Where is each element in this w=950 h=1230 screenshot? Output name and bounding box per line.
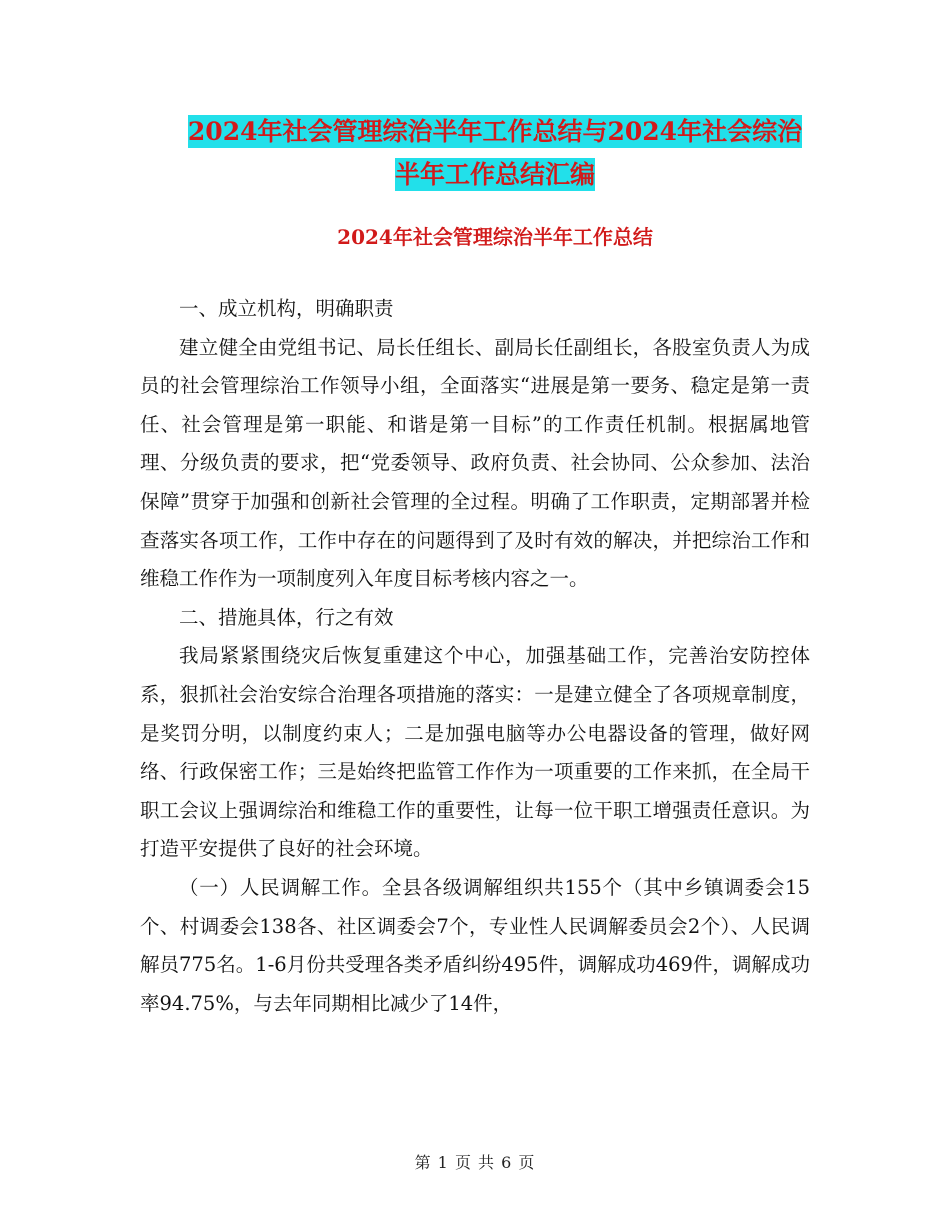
heading-measures: 二、措施具体，行之有效 [179, 605, 394, 629]
section-title: 2024年社会管理综治半年工作总结 [337, 225, 653, 249]
document-body [140, 290, 810, 1023]
paragraph-measures: 我局紧紧围绕灾后恢复重建这个中心，加强基础工作，完善治安防控体系，狠抓社会治安综合治理各项措施的落实：一是建立健全了各项规章制度，是奖罚分明，以制度约束人；二是加强电脑等办公电器设备的管理，做好网络、行政保密工作；三是始终把监管工作作为一项重要的工作来抓，在全局干职工会议上强调综治和维稳工作的重要性，让每一位干职工增强责任意识。为打造平安提供了良好的社会环境。 [140, 644, 810, 861]
page-footer: 第 1 页 共 6 页 [414, 1153, 536, 1172]
paragraph-mediation: （一）人民调解工作。全县各级调解组织共155个（其中乡镇调委会15个、村调委会138各、社区调委会7个，专业性人民调解委员会2个）、人民调解员775名。1-6月份共受理各类矛盾纠纷495件，调解成功469件，调解成功率94.75%，与去年同期相比减少了14件， [140, 875, 810, 1015]
document-title-line1: 2024年社会管理综治半年工作总结与2024年社会综治 [187, 117, 803, 146]
paragraph-organization: 建立健全由党组书记、局长任组长、副局长任副组长，各股室负责人为成员的社会管理综治工作领导小组，全面落实“进展是第一要务、稳定是第一责任、社会管理是第一职能、和谐是第一目标”的工作责任机制。根据属地管理、分级负责的要求，把“党委领导、政府负责、社会协同、公众参加、法治保障”贯穿于加强和创新社会管理的全过程。明确了工作职责，定期部署并检查落实各项工作，工作中存在的问题得到了及时有效的解决，并把综治工作和维稳工作作为一项制度列入年度目标考核内容之一。 [140, 335, 810, 591]
heading-establish-organization: 一、成立机构，明确职责 [179, 297, 394, 320]
document-title-line2: 半年工作总结汇编 [394, 160, 595, 189]
